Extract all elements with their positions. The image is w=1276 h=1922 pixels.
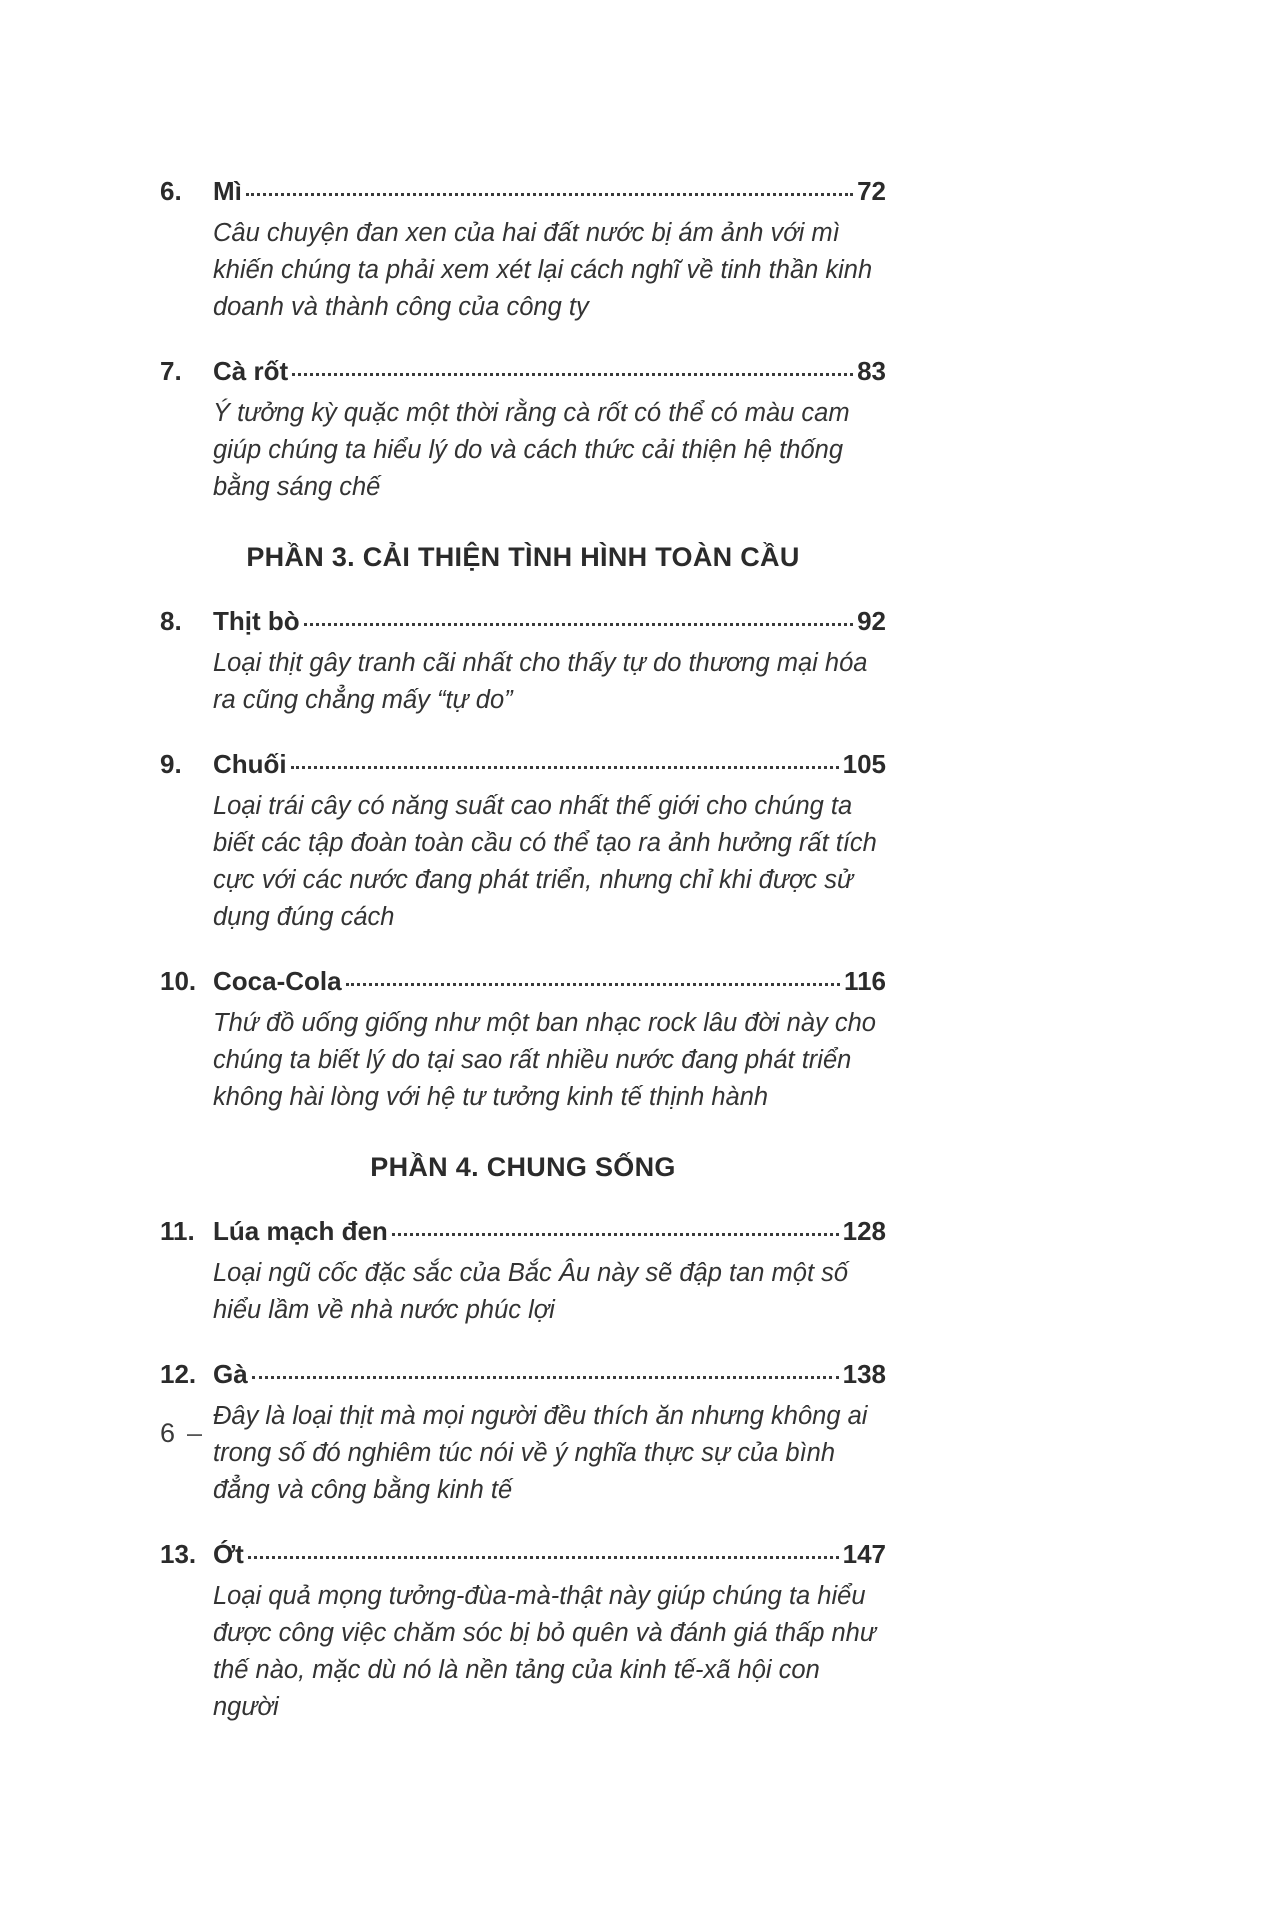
entry-page-number: 147 xyxy=(842,1539,886,1569)
toc-entry xyxy=(160,962,886,1116)
entry-title: Lúa mạch đen xyxy=(213,1216,388,1246)
dot-leader xyxy=(291,766,839,769)
entry-title: Gà xyxy=(213,1359,248,1389)
dot-leader xyxy=(346,983,840,986)
entry-title: Mì xyxy=(213,176,242,206)
entry-number: 11. xyxy=(160,1216,195,1246)
entry-title: Chuối xyxy=(213,749,287,779)
toc-entry-row xyxy=(160,1535,886,1573)
entry-description: Thứ đồ uống giống như một ban nhạc rock lâu đời này cho chúng ta biết lý do tại sao rất nhiều nước đang phát triển không hài lòng với hệ tư tưởng kinh tế thịnh hành xyxy=(213,1009,876,1111)
toc-entry-row xyxy=(160,745,886,783)
entry-description: Loại ngũ cốc đặc sắc của Bắc Âu này sẽ đập tan một số hiểu lầm về nhà nước phúc lợi xyxy=(213,1259,849,1324)
toc-entry xyxy=(160,1212,886,1329)
entry-description: Loại trái cây có năng suất cao nhất thế giới cho chúng ta biết các tập đoàn toàn cầu có thể tạo ra ảnh hưởng rất tích cực với các nước đang phát triển, nhưng chỉ khi được sử dụng đúng cách xyxy=(213,792,877,931)
dot-leader xyxy=(252,1376,839,1379)
entry-number: 7. xyxy=(160,356,182,386)
section-heading: PHẦN 3. CẢI THIỆN TÌNH HÌNH TOÀN CẦU xyxy=(246,542,800,572)
entry-page-number: 83 xyxy=(857,356,886,386)
entry-title: Ớt xyxy=(213,1539,244,1569)
entry-page-number: 128 xyxy=(842,1216,886,1246)
entry-description: Đây là loại thịt mà mọi người đều thích ăn nhưng không ai trong số đó nghiêm túc nói về ý nghĩa thực sự của bình đẳng và công bằng kinh tế xyxy=(213,1402,868,1504)
entry-page-number: 105 xyxy=(842,749,886,779)
toc-entry xyxy=(160,172,886,326)
entry-page-number: 72 xyxy=(857,176,886,206)
toc-entry xyxy=(160,1355,886,1509)
entry-description: Câu chuyện đan xen của hai đất nước bị ám ảnh với mì khiến chúng ta phải xem xét lại cách nghĩ về tinh thần kinh doanh và thành công của công ty xyxy=(213,219,873,321)
dot-leader xyxy=(304,623,853,626)
entry-description: Loại quả mọng tưởng-đùa-mà-thật này giúp chúng ta hiểu được công việc chăm sóc bị bỏ quên và đánh giá thấp như thế nào, mặc dù nó là nền tảng của kinh tế-xã hội con người xyxy=(213,1582,876,1721)
page-footer xyxy=(160,1418,202,1449)
dot-leader xyxy=(292,373,853,376)
entry-description: Ý tưởng kỳ quặc một thời rằng cà rốt có thể có màu cam giúp chúng ta hiểu lý do và cách thức cải thiện hệ thống bằng sáng chế xyxy=(213,399,850,501)
page-number: 6 xyxy=(160,1418,176,1448)
entry-title: Cà rốt xyxy=(213,356,289,386)
table-of-contents xyxy=(160,172,886,1752)
entry-number: 10. xyxy=(160,966,197,996)
toc-entry xyxy=(160,352,886,506)
entry-page-number: 92 xyxy=(857,606,886,636)
toc-entry xyxy=(160,602,886,719)
toc-entry-row xyxy=(160,172,886,210)
dot-leader xyxy=(246,193,853,196)
toc-entry-row xyxy=(160,602,886,640)
toc-entry xyxy=(160,745,886,936)
entry-title: Thịt bò xyxy=(213,606,300,636)
dot-leader xyxy=(392,1233,839,1236)
entry-number: 12. xyxy=(160,1359,197,1389)
toc-entry xyxy=(160,1535,886,1726)
section-heading: PHẦN 4. CHUNG SỐNG xyxy=(370,1152,676,1182)
toc-entry-row xyxy=(160,352,886,390)
dot-leader xyxy=(248,1556,839,1559)
entry-number: 6. xyxy=(160,176,182,206)
entry-page-number: 138 xyxy=(842,1359,886,1389)
page-number-dash: – xyxy=(187,1418,203,1448)
toc-entry-row xyxy=(160,962,886,1000)
entry-number: 9. xyxy=(160,749,182,779)
toc-entry-row xyxy=(160,1355,886,1393)
entry-number: 13. xyxy=(160,1539,197,1569)
entry-number: 8. xyxy=(160,606,182,636)
entry-title: Coca-Cola xyxy=(213,966,342,996)
toc-entry-row xyxy=(160,1212,886,1250)
entry-description: Loại thịt gây tranh cãi nhất cho thấy tự do thương mại hóa ra cũng chẳng mấy “tự do” xyxy=(213,649,868,714)
entry-page-number: 116 xyxy=(844,966,886,996)
